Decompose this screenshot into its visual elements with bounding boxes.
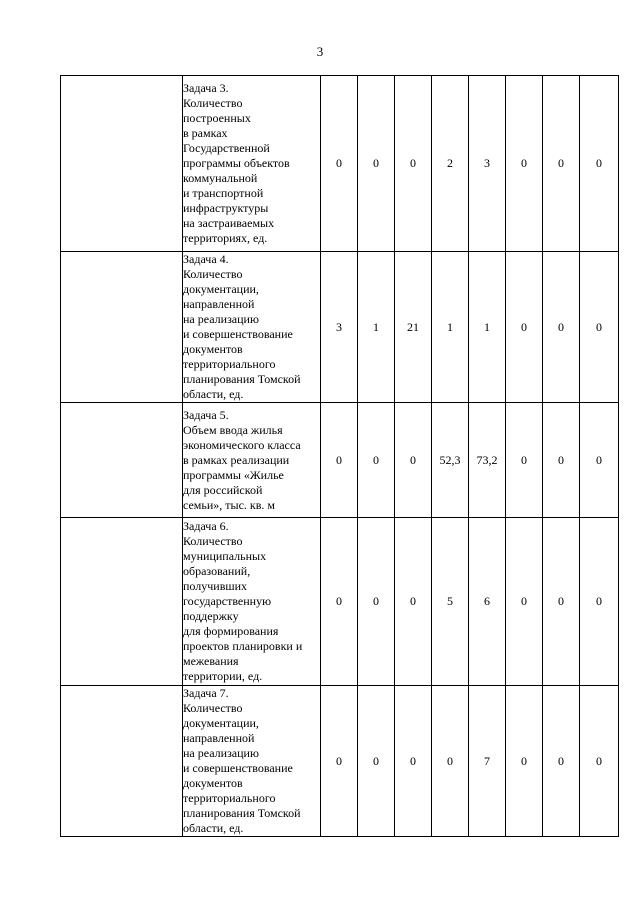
value-cell: 0 [506,518,543,686]
value-cell: 1 [432,252,469,403]
value-cell: 2 [432,76,469,252]
value-cell: 0 [506,252,543,403]
task-description-cell [183,252,321,403]
task-description-line: территориального [183,357,276,371]
task-description-line: государственную [183,594,272,608]
task-description-cell [183,686,321,837]
task-description-line: Количество [183,96,243,110]
task-description-line: инфраструктуры [183,201,269,215]
task-description-line: Задача 7. [183,686,229,700]
value-cell: 0 [321,76,358,252]
value-cell: 6 [469,518,506,686]
task-description-line: Государственной [183,141,270,155]
value-cell: 7 [469,686,506,837]
task-description-line: для формирования [183,624,279,638]
table-row [61,686,619,837]
value-cell: 73,2 [469,403,506,518]
task-description-line: программы «Жилье [183,467,284,482]
value-cell: 0 [543,76,580,252]
indicators-table [60,75,619,837]
value-cell: 3 [469,76,506,252]
value-cell: 0 [543,686,580,837]
empty-cell [61,518,183,686]
task-description-line: Количество [183,267,243,281]
value-cell: 0 [580,518,619,686]
value-cell: 0 [395,403,432,518]
task-description-line: Задача 3. [183,81,229,95]
value-cell: 0 [506,686,543,837]
value-cell: 3 [321,252,358,403]
value-cell: 0 [358,403,395,518]
task-description-line: получивших [183,579,248,593]
task-description-cell [183,403,321,518]
value-cell: 0 [358,686,395,837]
value-cell: 0 [506,403,543,518]
table-row [61,252,619,403]
empty-cell [61,252,183,403]
task-description-line: построенных [183,111,251,125]
value-cell: 0 [395,76,432,252]
task-description-line: Задача 4. [183,252,229,266]
task-description-line: Количество [183,534,243,548]
task-description-line: семьи», тыс. кв. м [183,497,276,512]
value-cell: 5 [432,518,469,686]
value-cell: 0 [580,403,619,518]
value-cell: 0 [321,686,358,837]
table-row [61,403,619,518]
value-cell: 0 [543,518,580,686]
task-description-line: документов [183,342,243,356]
task-description-line: территориях, ед. [183,231,268,245]
value-cell: 0 [506,76,543,252]
task-description-line: документации, [183,716,259,730]
task-description-line: Количество [183,701,243,715]
table-row [61,76,619,252]
task-description-line: документации, [183,282,259,296]
task-description-line: муниципальных [183,549,267,563]
task-description-line: программы объектов [183,156,290,170]
value-cell: 0 [321,518,358,686]
task-description-line: в рамках реализации [183,452,290,467]
value-cell: 0 [580,252,619,403]
task-description-line: экономического класса [183,437,301,452]
empty-cell [61,686,183,837]
value-cell: 21 [395,252,432,403]
task-description-line: образований, [183,564,251,578]
value-cell: 52,3 [432,403,469,518]
value-cell: 0 [358,76,395,252]
value-cell: 1 [469,252,506,403]
task-description-line: для российской [183,482,263,497]
task-description-line: на застраиваемых [183,216,275,230]
task-description-cell [183,76,321,252]
task-description-line: территориального [183,791,276,805]
value-cell: 0 [358,518,395,686]
value-cell: 0 [543,403,580,518]
value-cell: 0 [321,403,358,518]
task-description-line: и совершенствование [183,761,293,775]
page-number: 3 [316,44,324,59]
task-description-line: в рамках [183,126,228,140]
empty-cell [61,76,183,252]
task-description-line: территории, ед. [183,669,263,683]
value-cell: 0 [395,686,432,837]
task-description-line: документов [183,776,243,790]
value-cell: 0 [432,686,469,837]
task-description-line: Задача 5. [183,407,229,422]
table-row [61,518,619,686]
value-cell: 0 [395,518,432,686]
task-description-line: межевания [183,654,239,668]
task-description-line: области, ед. [183,821,244,835]
task-description-line: на реализацию [183,746,259,760]
task-description-line: и совершенствование [183,327,293,341]
value-cell: 0 [580,686,619,837]
task-description-line: области, ед. [183,387,244,401]
task-description-line: Объем ввода жилья [183,422,283,437]
task-description-cell [183,518,321,686]
task-description-line: планирования Томской [183,372,301,386]
task-description-line: направленной [183,731,255,745]
task-description-line: проектов планировки и [183,639,303,653]
task-description-line: направленной [183,297,255,311]
empty-cell [61,403,183,518]
task-description-line: поддержку [183,609,239,623]
value-cell: 1 [358,252,395,403]
task-description-line: на реализацию [183,312,259,326]
task-description-line: коммунальной [183,171,258,185]
value-cell: 0 [580,76,619,252]
task-description-line: планирования Томской [183,806,301,820]
value-cell: 0 [543,252,580,403]
task-description-line: и транспортной [183,186,264,200]
task-description-line: Задача 6. [183,519,229,533]
